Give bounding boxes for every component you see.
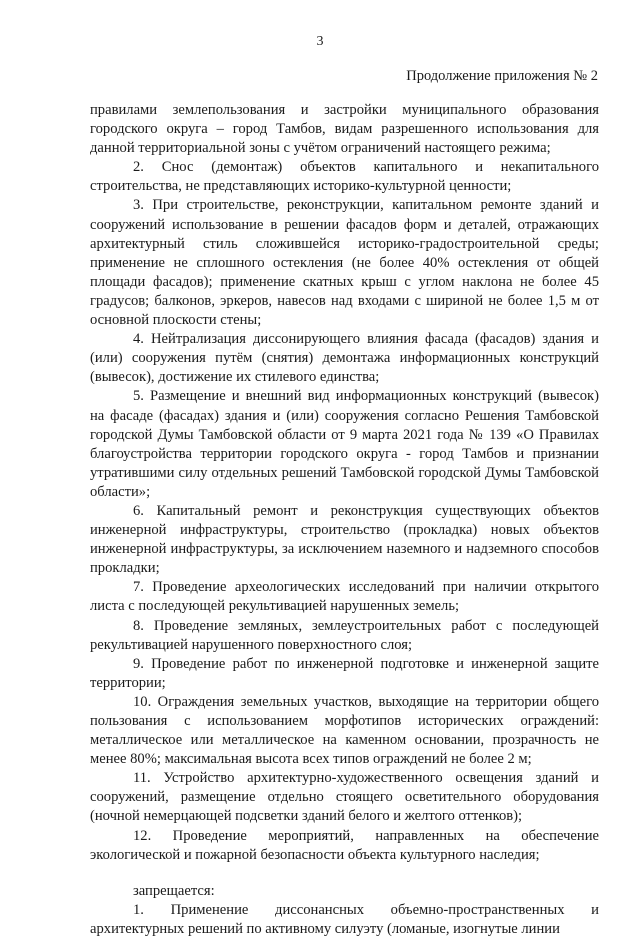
page-number: 3 [316,34,324,49]
prohibited-item-1: 1. Применение диссонансных объемно-пространственных и архитектурных решений по активному силуэту (ломаные, изогнутые линии [90,901,599,937]
paragraph-item-8: 8. Проведение земляных, землеустроительных работ с последующей рекультивацией нарушенного поверхностного слоя; [90,617,599,653]
paragraph-item-7: 7. Проведение археологических исследований при наличии открытого листа с последующей рекультивацией нарушенных земель; [90,579,599,615]
paragraph-item-9: 9. Проведение работ по инженерной подготовке и инженерной защите территории; [90,655,599,691]
paragraph-continuation: правилами землепользования и застройки муниципального образования городского округа – город Тамбов, видам разрешенного использования для данной территориальной зоны с учётом ограничений настоящего режима; [90,102,599,157]
document-body [90,101,599,939]
paragraph-item-11: 11. Устройство архитектурно-художественного освещения зданий и сооружений, размещение отдельно стоящего осветительного оборудования (ночной немерцающей подсветки зданий белого и желтого оттенков); [90,770,599,825]
appendix-label: Продолжение приложения № 2 [406,68,598,84]
paragraph-item-2: 2. Снос (демонтаж) объектов капитального и некапитального строительства, не представляющих историко-культурной ценности; [90,159,599,195]
paragraph-item-10: 10. Ограждения земельных участков, выходящие на территории общего пользования с использованием морфотипов исторических ограждений: металлическое или металлическое на каменном основании, прозрачность не менее 80%; максимальная высота всех типов ограждений не более 2 м; [90,693,599,768]
paragraph-item-12: 12. Проведение мероприятий, направленных на обеспечение экологической и пожарной безопасности объекта культурного наследия; [90,827,599,863]
paragraph-item-3: 3. При строительстве, реконструкции, капитальном ремонте зданий и сооружений использование в решении фасадов форм и деталей, отражающих архитектурный стиль сложившейся историко-градостроительной среды; применение не сплошного остекления (не более 40% остекления от общей площади фасадов); применение скатных крыш с углом наклона не более 45 градусов; балконов, эркеров, навесов над входами с шириной не более 1,5 м от основной плоскости стены; [90,197,599,329]
prohibited-heading: запрещается: [133,882,215,899]
paragraph-item-6: 6. Капитальный ремонт и реконструкция существующих объектов инженерной инфраструктуры, строительство (прокладка) новых объектов инженерной инфраструктуры, за исключением наземного и надземного способов прокладки; [90,502,599,577]
paragraph-item-5: 5. Размещение и внешний вид информационных конструкций (вывесок) на фасаде (фасадах) здания и (или) сооружения согласно Решения Тамбовской городской Думы Тамбовской области от 9 марта 2021 года № 139 «О Правилах благоустройства территории городского округа - город Тамбов и признании утратившими силу отдельных решений Тамбовской городской Думы Тамбовской области»; [90,388,599,500]
paragraph-item-4: 4. Нейтрализация диссонирующего влияния фасада (фасадов) здания и (или) сооружения путём (снятия) демонтажа информационных конструкций (вывесок), достижение их стилевого единства; [90,331,599,386]
